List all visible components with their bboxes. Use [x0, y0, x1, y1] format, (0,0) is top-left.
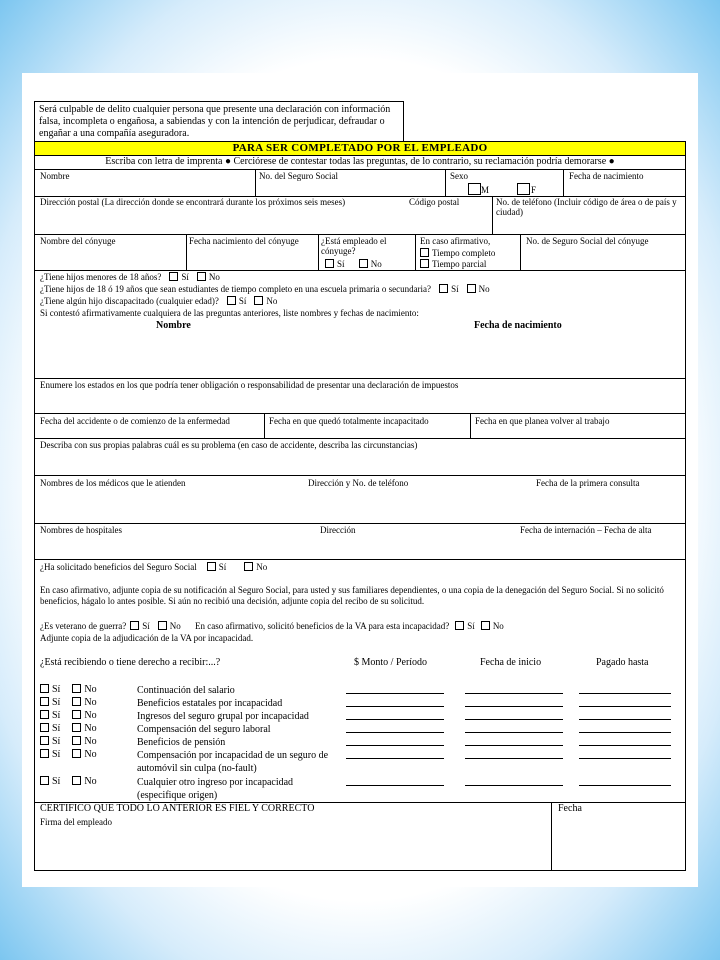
- income-inicio-field[interactable]: [465, 693, 563, 694]
- income-no-label: No: [84, 736, 97, 747]
- label-nombre: Nombre: [40, 171, 70, 181]
- income-no-checkbox[interactable]: [72, 684, 81, 693]
- income-label: Continuación del salario: [137, 685, 235, 696]
- label-describa: Describa con sus propias palabras cuál es su problema (en caso de accidente, describa las circunstancias): [40, 440, 418, 450]
- income-inicio-field[interactable]: [465, 732, 563, 733]
- sexo-m-label: M: [481, 185, 490, 195]
- label-telefono: No. de teléfono (Incluir código de área o de país y ciudad): [496, 197, 677, 217]
- income-pagado-field[interactable]: [579, 785, 671, 786]
- income-no-label: No: [84, 776, 97, 787]
- hijos-q3-no-checkbox[interactable]: [254, 296, 263, 305]
- income-monto-field[interactable]: [346, 785, 444, 786]
- income-si-checkbox[interactable]: [40, 697, 49, 706]
- income-pagado-field[interactable]: [579, 706, 671, 707]
- income-si-checkbox[interactable]: [40, 736, 49, 745]
- income-si-label: Sí: [52, 749, 61, 760]
- tiempo-completo-option: Tiempo completo: [416, 248, 495, 258]
- income-si-label: Sí: [52, 723, 61, 734]
- form-page: [22, 73, 698, 887]
- income-inicio-field[interactable]: [465, 719, 563, 720]
- label-estados: Enumere los estados en los que podría tener obligación o responsabilidad de presentar una declaración de impuestos: [40, 380, 459, 390]
- hijos-q3-si-checkbox[interactable]: [227, 296, 236, 305]
- sexo-f-label: F: [531, 185, 537, 195]
- conyuge-si-no: Sí No: [321, 259, 382, 269]
- label-fecha-incapacitado: Fecha en que quedó totalmente incapacitado: [269, 416, 429, 426]
- income-inicio-field[interactable]: [465, 785, 563, 786]
- income-si-label: Sí: [52, 684, 61, 695]
- income-inicio-field[interactable]: [465, 745, 563, 746]
- col-pagado: Pagado hasta: [596, 657, 649, 668]
- income-monto-field[interactable]: [346, 745, 444, 746]
- income-si-checkbox[interactable]: [40, 749, 49, 758]
- income-no-label: No: [84, 710, 97, 721]
- label-primera-consulta: Fecha de la primera consulta: [536, 478, 640, 488]
- income-label: Compensación por incapacidad de un seguro de automóvil sin culpa (no-fault): [137, 750, 329, 774]
- veterano-question: ¿Es veterano de guerra? Sí No En caso afirmativo, solicitó beneficios de la VA para esta incapacidad? Sí No: [40, 621, 504, 631]
- income-no-label: No: [84, 749, 97, 760]
- income-no-checkbox[interactable]: [72, 710, 81, 719]
- income-si-label: Sí: [52, 710, 61, 721]
- ss-benef-no-checkbox[interactable]: [244, 562, 253, 571]
- income-si-checkbox[interactable]: [40, 776, 49, 785]
- label-medicos: Nombres de los médicos que le atienden: [40, 478, 186, 488]
- label-fecha-accidente: Fecha del accidente o de comienzo de la enfermedad: [40, 416, 230, 426]
- income-inicio-field[interactable]: [465, 758, 563, 759]
- hijos-q1-si-checkbox[interactable]: [169, 272, 178, 281]
- label-ss-conyuge: No. de Seguro Social del cónyuge: [526, 236, 649, 246]
- sexo-m-checkbox[interactable]: [468, 183, 481, 195]
- income-no-checkbox[interactable]: [72, 697, 81, 706]
- label-direccion-postal: Dirección postal (La dirección donde se encontrará durante los próximos seis meses): [40, 197, 346, 207]
- label-hospitales: Nombres de hospitales: [40, 525, 122, 535]
- income-no-label: No: [84, 697, 97, 708]
- label-empleado-conyuge: ¿Está empleado el cónyuge?: [321, 236, 387, 256]
- income-no-label: No: [84, 684, 97, 695]
- conyuge-si-checkbox[interactable]: [325, 259, 334, 268]
- recibiendo-question: ¿Está recibiendo o tiene derecho a recibir:...?: [40, 657, 221, 668]
- banner: PARA SER COMPLETADO POR EL EMPLEADO: [35, 142, 685, 156]
- divider: [34, 169, 685, 170]
- veterano-no-checkbox[interactable]: [158, 621, 167, 630]
- income-si-checkbox[interactable]: [40, 723, 49, 732]
- hijos-q3: ¿Tiene algún hijo discapacitado (cualquier edad)? Sí No: [40, 296, 278, 306]
- label-seguro-social: No. del Seguro Social: [259, 171, 338, 181]
- income-monto-field[interactable]: [346, 706, 444, 707]
- veterano-si-checkbox[interactable]: [130, 621, 139, 630]
- veterano-note: Adjunte copia de la adjudicación de la VA por incapacidad.: [40, 633, 254, 643]
- firma-field[interactable]: [36, 829, 548, 867]
- income-label: Cualquier otro ingreso por incapacidad (especifique origen): [137, 777, 294, 801]
- certifico-title: CERTIFICO QUE TODO LO ANTERIOR ES FIEL Y CORRECTO: [40, 803, 315, 814]
- col-monto: $ Monto / Período: [354, 657, 428, 668]
- label-internacion: Fecha de internación – Fecha de alta: [520, 525, 652, 535]
- hijos-q2-si-checkbox[interactable]: [439, 284, 448, 293]
- label-caso-afirmativo: En caso afirmativo,: [420, 236, 491, 246]
- income-si-checkbox[interactable]: [40, 710, 49, 719]
- income-pagado-field[interactable]: [579, 719, 671, 720]
- instructions: Escriba con letra de imprenta ● Cerciórese de contestar todas las preguntas, de lo contrario, su reclamación podría demorarse ●: [105, 156, 615, 167]
- income-pagado-field[interactable]: [579, 758, 671, 759]
- income-monto-field[interactable]: [346, 719, 444, 720]
- income-si-label: Sí: [52, 776, 61, 787]
- hijos-q1-no-checkbox[interactable]: [197, 272, 206, 281]
- label-hospitales-direccion: Dirección: [320, 525, 356, 535]
- ss-benef-question: ¿Ha solicitado beneficios del Seguro Social Sí No: [40, 562, 268, 572]
- label-sexo: Sexo: [450, 171, 468, 181]
- income-no-checkbox[interactable]: [72, 723, 81, 732]
- conyuge-no-checkbox[interactable]: [359, 259, 368, 268]
- income-si-checkbox[interactable]: [40, 684, 49, 693]
- fecha-field[interactable]: [554, 818, 682, 867]
- hijos-note: Si contestó afirmativamente cualquiera de las preguntas anteriores, liste nombres y fechas de nacimiento:: [40, 308, 419, 318]
- hijos-col-nombre: Nombre: [156, 320, 191, 331]
- warning-text: Será culpable de delito cualquier persona que presente una declaración con información falsa, incompleta o engañosa, a sabiendas y con la intención de perjudicar, defraudar o engañar a una compañía aseguradora.: [39, 104, 391, 139]
- income-monto-field[interactable]: [346, 758, 444, 759]
- income-si-label: Sí: [52, 736, 61, 747]
- label-codigo-postal: Código postal: [409, 197, 460, 207]
- label-medicos-direccion: Dirección y No. de teléfono: [308, 478, 409, 488]
- income-pagado-field[interactable]: [579, 745, 671, 746]
- hijos-q1: ¿Tiene hijos menores de 18 años? Sí No: [40, 272, 220, 282]
- sexo-f-checkbox[interactable]: [517, 183, 530, 195]
- veterano-va-no-checkbox[interactable]: [481, 621, 490, 630]
- income-monto-field[interactable]: [346, 693, 444, 694]
- income-no-checkbox[interactable]: [72, 749, 81, 758]
- income-no-checkbox[interactable]: [72, 736, 81, 745]
- label-conyuge: Nombre del cónyuge: [40, 236, 116, 246]
- hijos-q2-no-checkbox[interactable]: [467, 284, 476, 293]
- veterano-va-si-checkbox[interactable]: [455, 621, 464, 630]
- label-fecha-nacimiento: Fecha de nacimiento: [569, 171, 644, 181]
- income-pagado-field[interactable]: [579, 693, 671, 694]
- hijos-q2: ¿Tiene hijos de 18 ó 19 años que sean estudiantes de tiempo completo en una escuela primaria o secundaria? Sí No: [40, 284, 490, 294]
- fecha-label: Fecha: [558, 803, 582, 814]
- income-monto-field[interactable]: [346, 732, 444, 733]
- hijos-col-fecha: Fecha de nacimiento: [474, 320, 562, 331]
- tiempo-parcial-option: Tiempo parcial: [416, 259, 486, 269]
- income-no-checkbox[interactable]: [72, 776, 81, 785]
- tiempo-parcial-checkbox[interactable]: [420, 259, 429, 268]
- income-label: Compensación del seguro laboral: [137, 724, 271, 735]
- income-no-label: No: [84, 723, 97, 734]
- col-inicio: Fecha de inicio: [480, 657, 542, 668]
- firma-label: Firma del empleado: [40, 817, 112, 827]
- income-si-label: Sí: [52, 697, 61, 708]
- income-label: Beneficios estatales por incapacidad: [137, 698, 283, 709]
- income-pagado-field[interactable]: [579, 732, 671, 733]
- income-label: Ingresos del seguro grupal por incapacidad: [137, 711, 309, 722]
- ss-benef-note: En caso afirmativo, adjunte copia de su notificación al Seguro Social, para usted y sus familiares dependientes, o una copia de la denegación del Seguro Social. Si no solicitó beneficios, hágalo lo antes posible. Si aún no recibió una decisión, adjunte copia del recibo de su solicitud.: [40, 585, 664, 606]
- tiempo-completo-checkbox[interactable]: [420, 248, 429, 257]
- ss-benef-si-checkbox[interactable]: [207, 562, 216, 571]
- label-nac-conyuge: Fecha nacimiento del cónyuge: [189, 236, 299, 246]
- income-inicio-field[interactable]: [465, 706, 563, 707]
- income-label: Beneficios de pensión: [137, 737, 226, 748]
- label-fecha-volver: Fecha en que planea volver al trabajo: [475, 416, 610, 426]
